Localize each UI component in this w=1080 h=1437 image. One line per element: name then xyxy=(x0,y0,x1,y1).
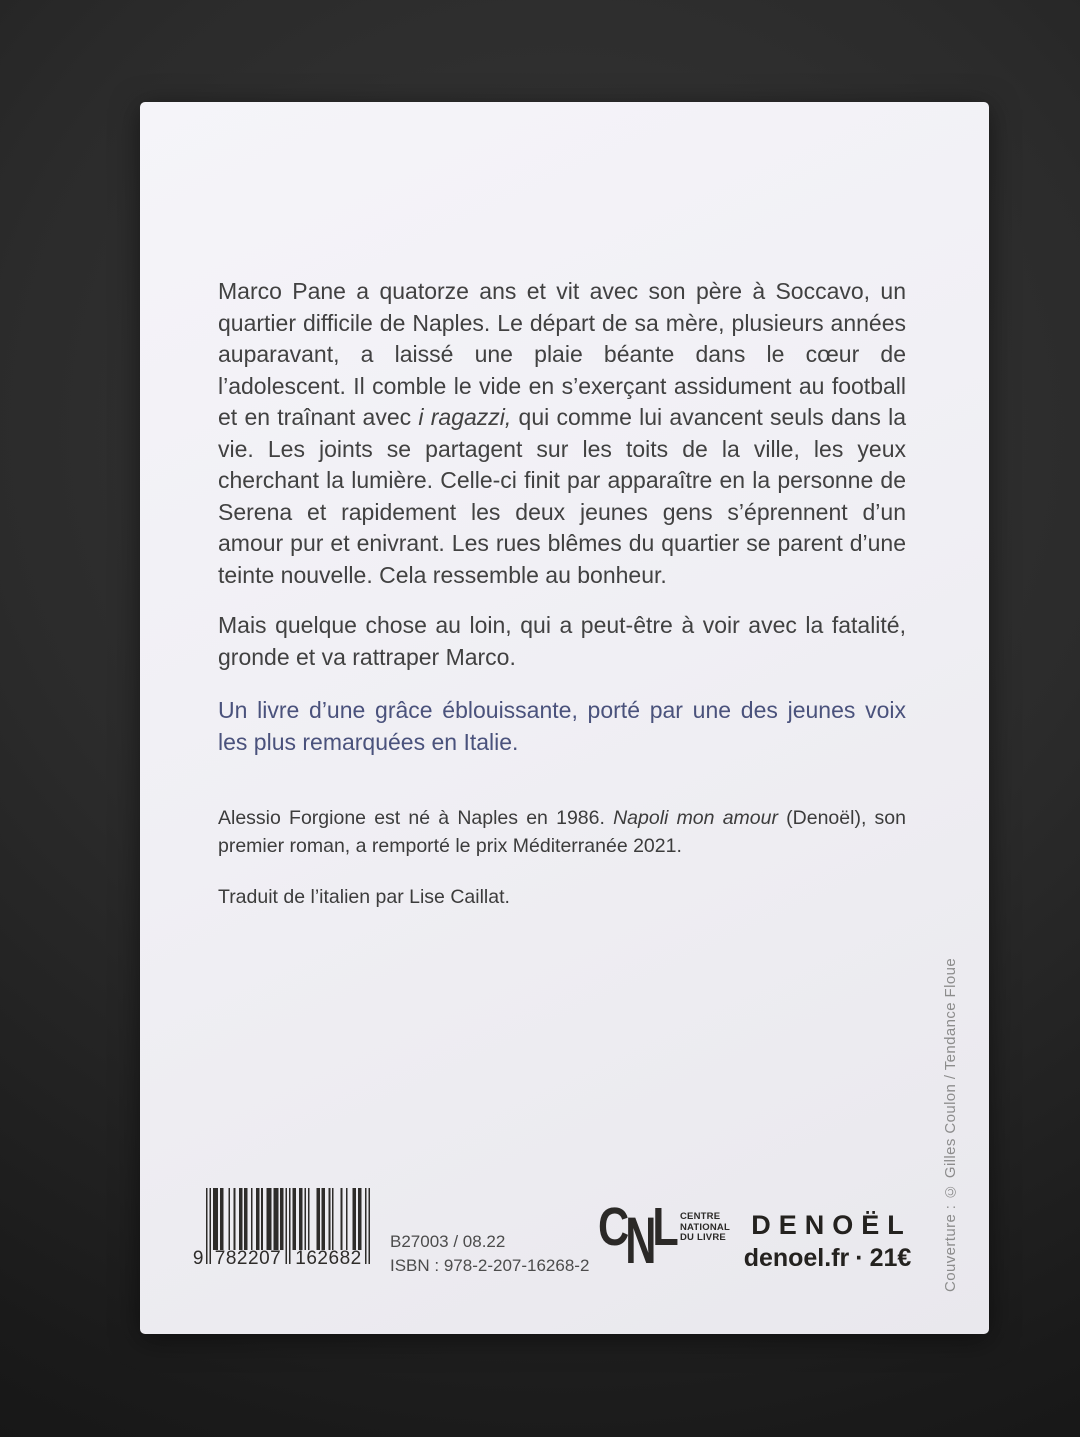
synopsis-paragraph-1: Marco Pane a quatorze ans et vit avec son père à Soccavo, un quartier difficile de Naples. Le départ de sa mère, plusieurs années auparavant, a laissé une plaie béante dans le cœur de l’adolescent. Il comble le vide en s’exerçant assidument au football et en traînant avec i ragazzi, qui comme lui avancent seuls dans la vie. Les joints se partagent sur les toits de la ville, les yeux cherchant la lumière. Celle-ci finit par apparaître en la personne de Serena et rapidement les deux jeunes gens s’éprennent d’un amour pur et enivrant. Les rues blêmes du quartier se parent d’une teinte nouvelle. Cela ressemble au bonheur. xyxy=(218,278,906,588)
print-codes xyxy=(390,1230,589,1277)
cnl-caption-line: CENTRE xyxy=(680,1211,721,1222)
cnl-caption-line: NATIONAL xyxy=(680,1221,730,1233)
book-back-cover xyxy=(140,102,989,1334)
barcode-digits-left: 782207 xyxy=(214,1248,282,1269)
publisher-block xyxy=(740,1210,915,1272)
publisher-quote: Un livre d’une grâce éblouissante, porté par une des jeunes voix les plus remarquées en Italie. xyxy=(218,697,906,755)
cover-photo-credit: Couverture : © Gilles Coulon / Tendance Floue xyxy=(942,957,959,1292)
publisher-info xyxy=(740,1244,915,1272)
cnl-letter-l: L xyxy=(652,1197,675,1257)
cnl-caption-line: DU LIVRE xyxy=(680,1232,726,1243)
price: 21€ xyxy=(869,1244,912,1272)
separator-dot: · xyxy=(855,1244,864,1272)
synopsis-paragraph-2: Mais quelque chose au loin, qui a peut-être à voir avec la fatalité, gronde et va rattraper Marco. xyxy=(218,612,906,670)
publisher-website: denoel.fr xyxy=(743,1244,850,1272)
print-code: B27003 / 08.22 xyxy=(390,1232,506,1251)
isbn: ISBN : 978-2-207-16268-2 xyxy=(390,1255,590,1275)
barcode xyxy=(192,1188,370,1280)
translator-credit: Traduit de l’italien par Lise Caillat. xyxy=(218,886,510,908)
barcode-digits-right: 162682 xyxy=(295,1248,362,1269)
publisher-name: DENOËL xyxy=(751,1210,912,1240)
barcode-digit-lead: 9 xyxy=(192,1248,204,1269)
cnl-letter-n: N xyxy=(625,1204,653,1278)
cnl-letter-c: C xyxy=(598,1197,626,1257)
cnl-caption xyxy=(680,1212,730,1244)
author-bio: Alessio Forgione est né à Naples en 1986. Napoli mon amour (Denoël), son premier roman, a remporté le prix Méditerranée 2021. xyxy=(218,807,906,857)
